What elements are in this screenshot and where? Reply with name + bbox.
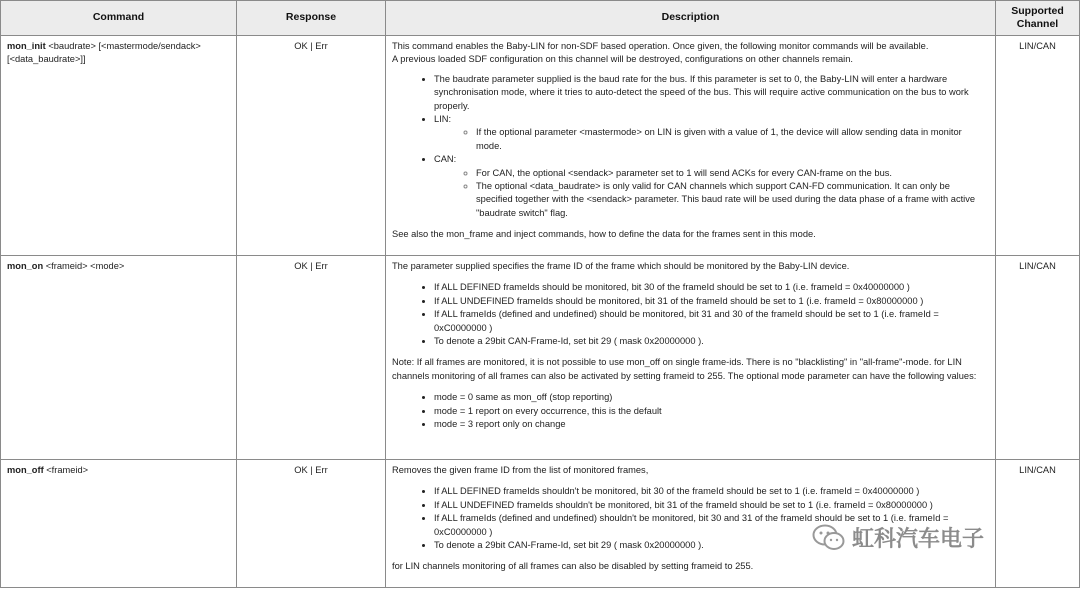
list-item: • To denote a 29bit CAN-Frame-Id, set bit 29 ( mask 0x20000000 ). [434, 335, 989, 348]
sub-bullet-list [434, 167, 989, 221]
list-item: ◦ The optional <data_baudrate> is only valid for CAN channels which support CAN-FD communication. It can only be specified together with the <sendack> parameter. This baud rate will be used during the data phase of a frame with active "baudrate switch" flag. [476, 180, 989, 220]
list-item: • CAN: ◦ For CAN, the optional <sendack> parameter set to 1 will send ACKs for every CAN-frame on the bus. ◦ The optional <data_baudrate> is only valid for CAN channels which support CAN-FD communication. It can only be specified together with the <sendack> parameter. This baud rate will be used during the data phase of a frame with active "baudrate switch" flag. [434, 153, 989, 220]
list-item: • If ALL UNDEFINED frameIds should be monitored, bit 31 of the frameId should be set to 1 (i.e. frameId = 0x80000000 ) [434, 295, 989, 308]
header-response: Response [237, 1, 386, 36]
command-cell [1, 460, 237, 588]
watermark [812, 522, 984, 553]
list-item: • If ALL frameIds (defined and undefined) should be monitored, bit 31 and 30 of the frameId should be set to 1 (i.e. frameId = 0xC0000000 ) [434, 308, 989, 335]
list-item: • If ALL frameIds (defined and undefined) shouldn't be monitored, bit 30 and 31 of the frameId should be set to 1 (i.e. frameId = 0xC0000000 ) [434, 512, 989, 539]
command-args: <frameid> [43, 465, 89, 475]
wechat-icon [812, 524, 846, 552]
response-cell: OK | Err [237, 36, 386, 256]
list-item: • mode = 1 report on every occurrence, this is the default [434, 405, 989, 418]
list-item: • If ALL DEFINED frameIds shouldn't be monitored, bit 30 of the frameId should be set to 1 (i.e. frameId = 0x40000000 ) [434, 485, 989, 498]
command-name: mon_init [7, 41, 46, 51]
list-item: ◦ For CAN, the optional <sendack> parameter set to 1 will send ACKs for every CAN-frame on the bus. [476, 167, 989, 180]
list-item: • mode = 0 same as mon_off (stop reporting) [434, 391, 989, 404]
watermark-text: 虹科汽车电子 [852, 527, 985, 552]
description-outro: See also the mon_frame and inject commands, how to define the data for the frames sent in this mode. [392, 229, 816, 240]
list-item: • To denote a 29bit CAN-Frame-Id, set bit 29 ( mask 0x20000000 ). [434, 539, 989, 552]
response-cell: OK | Err [237, 256, 386, 460]
response-cell: OK | Err [237, 460, 386, 588]
command-name: mon_on [7, 261, 44, 271]
command-cell [1, 36, 237, 256]
description-cell [386, 36, 996, 256]
table-header-row [1, 1, 1080, 36]
description-intro: This command enables the Baby-LIN for non-SDF based operation. Once given, the following monitor commands will be available. A previous loaded SDF configuration on this channel will be destroyed, configurations on other channels remain. [392, 41, 929, 65]
list-item: • mode = 3 report only on change [434, 418, 989, 431]
list-item: • If ALL UNDEFINED frameIds shouldn't be monitored, bit 31 of the frameId should be set to 1 (i.e. frameId = 0x80000000 ) [434, 499, 989, 512]
header-channel-line2: Channel [1016, 18, 1059, 30]
channel-cell: LIN/CAN [996, 460, 1080, 588]
table-row [1, 36, 1080, 256]
sub-bullet-list [434, 126, 989, 153]
mode-list [392, 391, 989, 431]
list-item: • If ALL DEFINED frameIds should be monitored, bit 30 of the frameId should be set to 1 (i.e. frameId = 0x40000000 ) [434, 281, 989, 294]
description-intro: The parameter supplied specifies the frame ID of the frame which should be monitored by the Baby-LIN device. [392, 261, 850, 271]
command-name: mon_off [7, 465, 44, 475]
list-item: ◦ If the optional parameter <mastermode> on LIN is given with a value of 1, the device will allow sending data in monitor mode. [476, 126, 989, 153]
description-cell [386, 256, 996, 460]
list-item: • LIN: ◦ If the optional parameter <mastermode> on LIN is given with a value of 1, the device will allow sending data in monitor mode. [434, 113, 989, 153]
header-channel-line1: Supported [1011, 4, 1064, 17]
header-command: Command [1, 1, 237, 36]
channel-cell: LIN/CAN [996, 36, 1080, 256]
list-item: • The baudrate parameter supplied is the baud rate for the bus. If this parameter is set to 0, the Baby-LIN will enter a hardware synchronisation mode, where it tries to auto-detect the speed of the bus. This will require active communication on the bus to work properly. [434, 73, 989, 113]
description-note: Note: If all frames are monitored, it is not possible to use mon_off on single frame-ids. There is no "blacklisting" in "all-frame"-mode. for LIN channels monitoring of all frames can also be activated by setting frameid to 255. The optional mode parameter can have the following values: [392, 357, 977, 381]
channel-cell: LIN/CAN [996, 256, 1080, 460]
description-outro: for LIN channels monitoring of all frames can also be disabled by setting frameid to 255. [392, 561, 754, 572]
command-cell [1, 256, 237, 460]
header-description: Description [386, 1, 996, 36]
header-supported-channel [996, 1, 1080, 36]
command-args: <baudrate> [<mastermode/sendack> [<data_baudrate>]] [7, 41, 201, 65]
command-args: <frameid> <mode> [43, 261, 125, 271]
description-intro: Removes the given frame ID from the list of monitored frames, [392, 465, 649, 475]
bullet-list [392, 281, 989, 348]
table-row [1, 256, 1080, 460]
bullet-list [392, 73, 989, 220]
